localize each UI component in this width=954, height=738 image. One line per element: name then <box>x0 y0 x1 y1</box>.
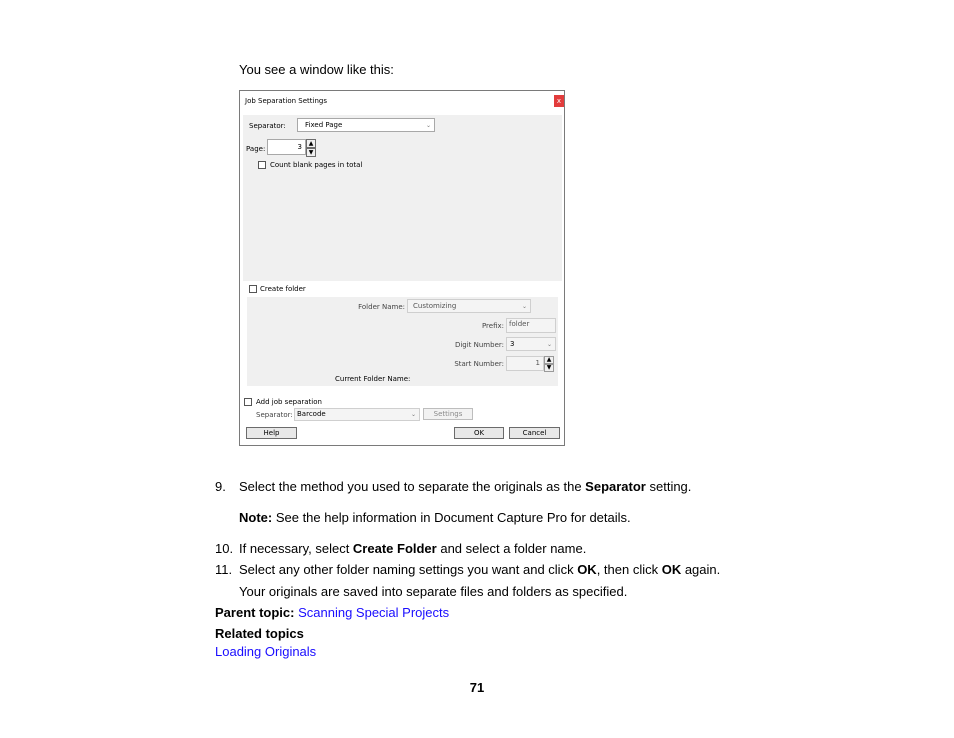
create-folder-checkbox[interactable] <box>249 285 257 293</box>
prefix-value: folder <box>509 320 530 328</box>
related-topics-heading: Related topics <box>215 626 304 641</box>
result-text: Your originals are saved into separate files and folders as specified. <box>239 584 628 599</box>
count-blank-label: Count blank pages in total <box>270 161 363 169</box>
help-button[interactable]: Help <box>246 427 297 439</box>
start-number-label: Start Number: <box>454 360 504 368</box>
spin-down-icon[interactable]: ▼ <box>544 364 554 372</box>
page-input-value: 3 <box>297 143 302 151</box>
separator-label: Separator: <box>249 122 286 130</box>
parent-topic-label: Parent topic: <box>215 605 295 620</box>
folder-name-label: Folder Name: <box>358 303 405 311</box>
note-label: Note: <box>239 510 273 525</box>
chevron-down-icon: ⌄ <box>546 341 552 348</box>
separator-select[interactable] <box>297 118 435 132</box>
note <box>239 510 631 526</box>
separator2-label: Separator: <box>256 411 293 419</box>
prefix-input[interactable] <box>506 318 556 333</box>
start-number-spinner[interactable] <box>544 356 554 372</box>
add-job-separation-label: Add job separation <box>256 398 322 406</box>
intro-text: You see a window like this: <box>239 62 394 77</box>
step-9-text-bold: Separator <box>585 479 646 494</box>
step-10-text-a: If necessary, select <box>239 541 353 556</box>
step-9-number: 9. <box>215 479 226 494</box>
step-11-text-e: again. <box>681 562 721 577</box>
chevron-down-icon: ⌄ <box>521 303 527 310</box>
step-11-text-c: , then click <box>596 562 662 577</box>
chevron-down-icon: ⌄ <box>410 411 416 418</box>
current-folder-label: Current Folder Name: <box>335 375 411 383</box>
page-number: 71 <box>469 680 485 695</box>
settings-button[interactable]: Settings <box>423 408 473 420</box>
step-9-text <box>239 479 691 495</box>
chevron-down-icon: ⌄ <box>425 122 431 129</box>
digit-number-value: 3 <box>510 340 515 348</box>
create-folder-label: Create folder <box>260 285 306 293</box>
step-10-text <box>239 541 586 557</box>
close-icon[interactable]: x <box>554 95 564 107</box>
step-11-text-bold-1: OK <box>577 562 597 577</box>
step-11-text <box>239 562 720 578</box>
step-11-text-a: Select any other folder naming settings you want and click <box>239 562 578 577</box>
parent-topic-link[interactable]: Scanning Special Projects <box>298 605 450 620</box>
step-9-text-a: Select the method you used to separate the originals as the <box>239 479 586 494</box>
ok-button[interactable]: OK <box>454 427 504 439</box>
folder-name-value: Customizing <box>413 302 457 310</box>
start-number-input[interactable] <box>506 356 544 371</box>
step-11-text-bold-2: OK <box>661 562 682 577</box>
start-number-value: 1 <box>535 359 540 367</box>
parent-topic <box>215 605 449 621</box>
step-10-number: 10. <box>215 541 234 556</box>
empty-options-area <box>243 175 562 281</box>
folder-name-select[interactable] <box>407 299 531 313</box>
loading-originals-link[interactable]: Loading Originals <box>215 644 317 659</box>
separator2-value: Barcode <box>297 410 326 418</box>
note-text: See the help information in Document Capture Pro for details. <box>272 510 631 525</box>
page-label: Page: <box>246 145 266 153</box>
step-9-text-c: setting. <box>645 479 692 494</box>
separator-select-value: Fixed Page <box>305 121 343 129</box>
add-job-separation-checkbox[interactable] <box>244 398 252 406</box>
page-spinner[interactable] <box>306 139 316 157</box>
digit-number-select[interactable] <box>506 337 556 351</box>
page-input[interactable] <box>267 139 306 155</box>
step-10-text-c: and select a folder name. <box>436 541 587 556</box>
prefix-label: Prefix: <box>481 322 504 330</box>
cancel-button[interactable]: Cancel <box>509 427 560 439</box>
job-separation-dialog <box>239 90 565 446</box>
digit-number-label: Digit Number: <box>454 341 504 349</box>
dialog-title: Job Separation Settings <box>245 97 328 105</box>
spin-up-icon[interactable]: ▲ <box>306 139 316 148</box>
count-blank-checkbox[interactable] <box>258 161 266 169</box>
separator2-select[interactable] <box>294 408 420 421</box>
step-10-text-bold: Create Folder <box>352 541 437 556</box>
spin-up-icon[interactable]: ▲ <box>544 356 554 364</box>
step-11-number: 11. <box>215 562 233 577</box>
spin-down-icon[interactable]: ▼ <box>306 148 316 157</box>
